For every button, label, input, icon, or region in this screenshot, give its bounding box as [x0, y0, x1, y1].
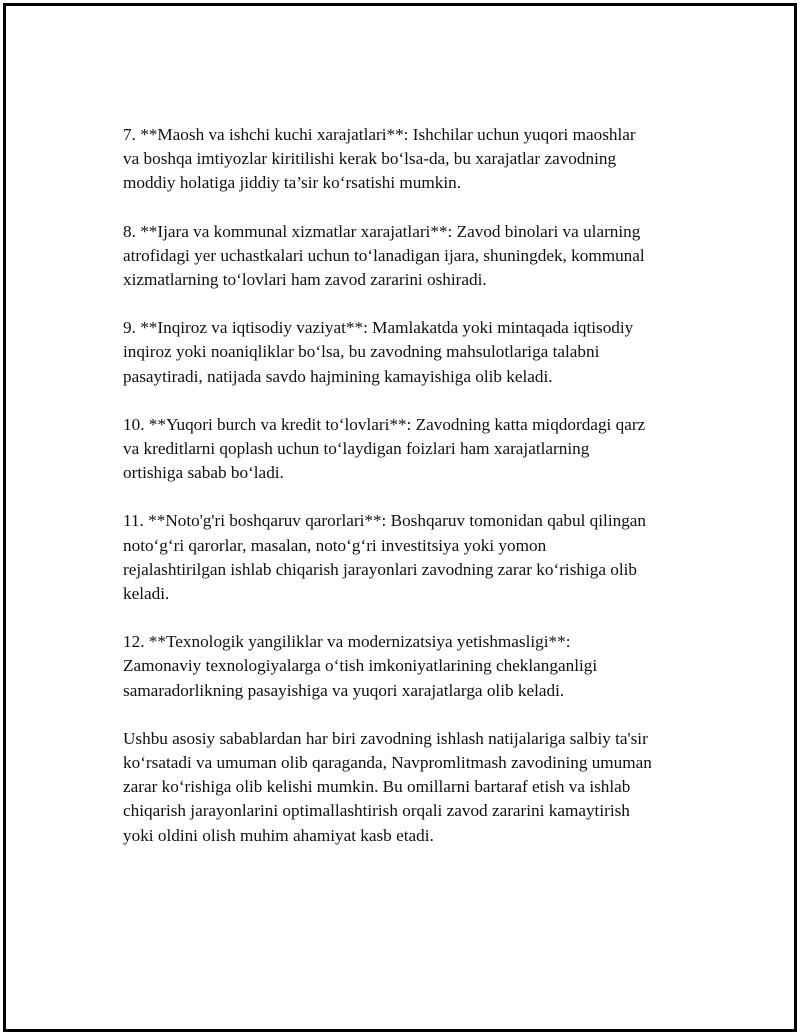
paragraph-item-7: 7. **Maosh va ishchi kuchi xarajatlari**: Ishchilar uchun yuqori maoshlar va boshqa imtiyozlar kiritilishi kerak bo‘lsa-da, bu xarajatlar zavodning moddiy holatiga jiddiy ta’sir ko‘rsatishi mumkin. [123, 125, 636, 193]
paragraph-item-12: 12. **Texnologik yangiliklar va modernizatsiya yetishmasligi**: Zamonaviy texnologiyalarga o‘tish imkoniyatlarining cheklanganligi samaradorlikning pasayishiga va yuqori xarajatlarga olib keladi. [123, 632, 598, 700]
document-body [123, 123, 703, 872]
paragraph-item-11: 11. **Noto'g'ri boshqaruv qarorlari**: Boshqaruv tomonidan qabul qilingan noto‘g‘ri qarorlar, masalan, noto‘g‘ri investitsiya yoki yomon rejalashtirilgan ishlab chiqarish jarayonlari zavodning zarar ko‘rishiga olib keladi. [123, 511, 647, 604]
paragraph-item-8: 8. **Ijara va kommunal xizmatlar xarajatlari**: Zavod binolari va ularning atrofidagi yer uchastkalari uchun to‘lanadigan ijara, shuningdek, kommunal xizmatlarning to‘lovlari ham zavod zararini oshiradi. [123, 221, 645, 290]
conclusion-paragraph: Ushbu asosiy sabablardan har biri zavodning ishlash natijalariga salbiy ta'sir ko‘rsatadi va umuman olib qaraganda, Navpromlitmash zavodining umuman zarar ko‘rishiga olib kelishi mumkin. Bu omillarni bartaraf etish va ishlab chiqarish jarayonlarini optimallashtirish orqali zavod zararini kamaytirish yoki oldini olish muhim ahamiyat kasb etadi. [123, 728, 652, 845]
paragraph-item-9: 9. **Inqiroz va iqtisodiy vaziyat**: Mamlakatda yoki mintaqada iqtisodiy inqiroz yoki noaniqliklar bo‘lsa, bu zavodning mahsulotlariga talabni pasaytiradi, natijada savdo hajmining kamayishiga olib keladi. [123, 318, 634, 386]
paragraph-item-10: 10. **Yuqori burch va kredit to‘lovlari**: Zavodning katta miqdordagi qarz va kreditlarni qoplash uchun to‘laydigan foizlari ham xarajatlarning ortishiga sabab bo‘ladi. [123, 414, 646, 483]
page-border [3, 3, 797, 1032]
